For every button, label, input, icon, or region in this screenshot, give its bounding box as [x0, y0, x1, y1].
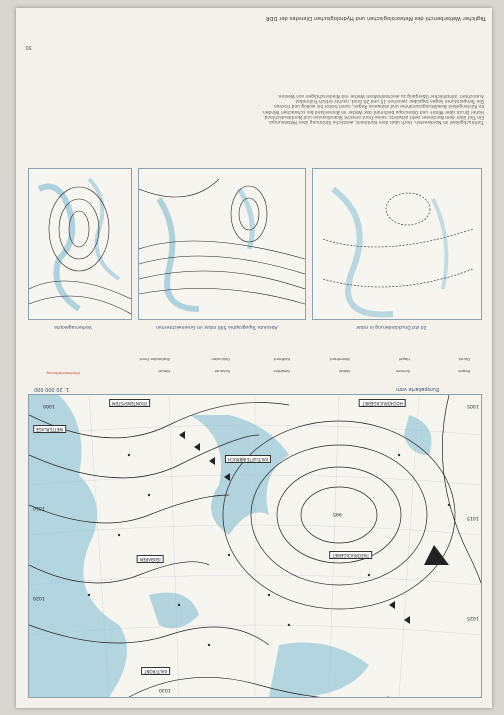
- text-line: Tiefdruckgebiet im Nordwesten, Hoch über dem Kontinent, westliche Strömung über Mitteleuropa: [269, 119, 484, 124]
- legend-item: Schauer: [214, 369, 230, 374]
- header-strip: [16, 8, 492, 22]
- header-title: Täglicher Wetterbericht des Meteorologischen und Hydrologischen Dienstes der DDR: [265, 15, 486, 21]
- newspaper-sheet: [16, 8, 492, 708]
- map-stamp: ISOBAREN: [137, 555, 164, 563]
- legend-item: Regen: [458, 369, 470, 374]
- topography-map-svg: [139, 169, 305, 319]
- topography-map-panel: [138, 168, 306, 320]
- text-line: Aussichten: allmählicher Übergang zu wechselhaftem Wetter mit Niederschlägen von Westen.: [277, 92, 484, 98]
- legend-item: Dunst: [458, 357, 470, 362]
- isobar-label: 1015: [467, 515, 479, 520]
- text-line: Im Küstengebiet Bewölkungszunahme und zeitweise Regen, sonst heiter bis wolkig und trocken.: [272, 103, 484, 109]
- forecast-text-block: [22, 68, 484, 124]
- page-number: 30.: [24, 44, 32, 51]
- legend-item: Kaltfront: [273, 357, 290, 362]
- text-line: Die Temperaturen liegen tagsüber zwischen 15 und 20 Grad, nachts örtlich Frühnebel.: [294, 98, 484, 104]
- map-stamp: KALTFRONT: [141, 667, 170, 675]
- isobar-label: 1000: [43, 403, 55, 408]
- main-map-scale: 1: 20 000 000: [34, 386, 70, 392]
- legend-item: Schnee: [396, 369, 410, 374]
- isobar-label: 1030: [159, 687, 171, 692]
- legend-item: Stationäre Front: [139, 357, 170, 362]
- main-weather-map: [28, 394, 482, 698]
- map-stamp: KALTLUFTEINBRUCH: [225, 455, 271, 463]
- isobar-label: 1010: [33, 505, 45, 510]
- pressure-change-map-svg: [313, 169, 481, 319]
- isobar-label: 1005: [467, 403, 479, 408]
- legend-area: [28, 334, 480, 378]
- isobar-label: 995: [333, 511, 342, 516]
- map-stamp: WETTERLAGE: [33, 425, 66, 433]
- legend-item: Gewitter: [273, 369, 290, 374]
- forecast-map-svg: [29, 169, 131, 319]
- legend-item: Hagel: [399, 357, 410, 362]
- map-stamp: HOCHDRUCKGEBIET: [359, 399, 406, 407]
- legend-item: Okklusion: [211, 357, 230, 362]
- main-map-caption: Europakarte vom: [396, 386, 440, 392]
- text-line: Ein Tief über dem Nordmeer zieht ostwärts; seine Front erreicht Skandinavien und Norddeutschland.: [263, 113, 484, 119]
- legend-title: Zeichenerklärung: [46, 371, 80, 376]
- legend-item: Nebel: [339, 369, 350, 374]
- text-line: Hoher Druck über Mittel- und Osteuropa bestimmt das Wetter im Binnenland bei schwachen Winden.: [261, 108, 484, 114]
- map-stamp: FRONTENSYSTEM: [109, 399, 150, 407]
- topography-map-caption: Absolute Topographie 500 mbar im Greenwichtermin: [156, 324, 278, 329]
- pressure-change-map-caption: 24 std Druckänderung in mbar: [356, 324, 427, 329]
- pressure-change-map-panel: [312, 168, 482, 320]
- map-stamp: TIEFDRUCKGEBIET: [329, 551, 372, 559]
- isobar-label: 1020: [33, 595, 45, 600]
- forecast-map-caption: Vorhersagekarte: [54, 324, 92, 329]
- legend-item: Niesel: [158, 369, 170, 374]
- main-weather-map-svg: [29, 395, 481, 697]
- legend-item: Warmfront: [329, 357, 350, 362]
- isobar-label: 1025: [467, 615, 479, 620]
- forecast-map-panel: [28, 168, 132, 320]
